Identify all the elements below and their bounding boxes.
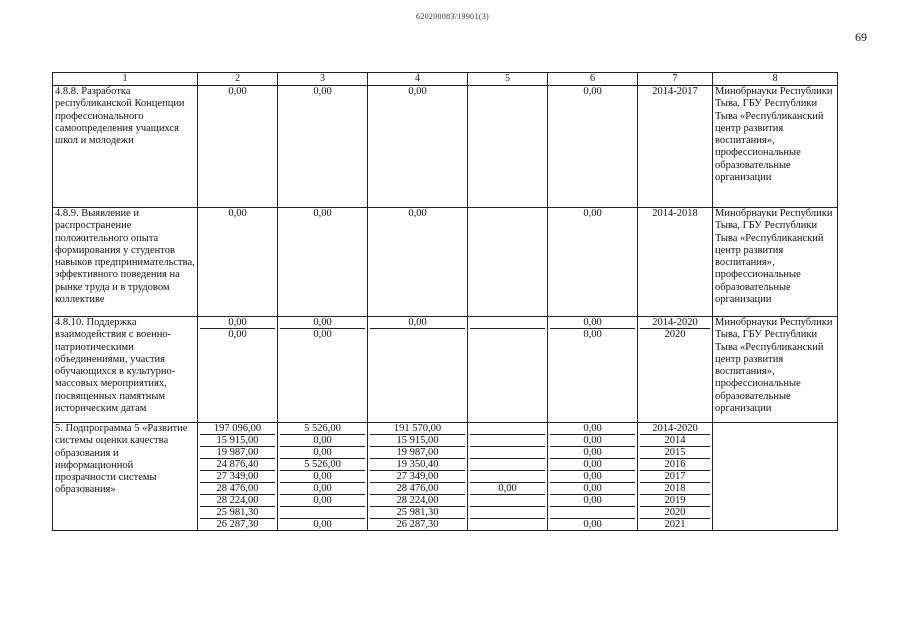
col-header: 1 bbox=[53, 73, 198, 86]
line-value bbox=[280, 507, 365, 519]
line-value: 0,00 bbox=[550, 317, 635, 329]
cell-federal: 0,00 bbox=[278, 208, 368, 317]
line-value bbox=[470, 471, 545, 483]
cell-federal: 0,00 bbox=[278, 86, 368, 208]
line-value: 0,00 bbox=[583, 329, 602, 340]
page-number: 69 bbox=[855, 30, 867, 44]
cell-republic bbox=[368, 317, 468, 423]
cell-period bbox=[638, 317, 713, 423]
measure-name: 5. Подпрограмма 5 «Развитие системы оценки качества образования и информационной прозрачности системы образования» bbox=[53, 423, 198, 531]
line-value: 0,00 bbox=[550, 435, 635, 447]
line-value: 0,00 bbox=[313, 329, 332, 340]
line-value bbox=[470, 329, 545, 340]
line-value bbox=[550, 507, 635, 519]
line-value: 0,00 bbox=[280, 483, 365, 495]
cell-extra bbox=[548, 317, 638, 423]
cell-extra bbox=[548, 423, 638, 531]
cell-local bbox=[468, 317, 548, 423]
line-value: 15 915,00 bbox=[370, 435, 465, 447]
line-value bbox=[470, 519, 545, 530]
line-value: 25 981,30 bbox=[370, 507, 465, 519]
line-value: 24 876,40 bbox=[200, 459, 275, 471]
line-value: 26 287,30 bbox=[396, 519, 439, 530]
line-value: 2019 bbox=[640, 495, 710, 507]
line-value: 0,00 bbox=[280, 447, 365, 459]
col-header: 7 bbox=[638, 73, 713, 86]
line-value: 15 915,00 bbox=[200, 435, 275, 447]
cell-extra: 0,00 bbox=[548, 86, 638, 208]
line-value bbox=[470, 495, 545, 507]
line-value: 2018 bbox=[640, 483, 710, 495]
line-value: 19 350,40 bbox=[370, 459, 465, 471]
line-value: 26 287,30 bbox=[216, 519, 259, 530]
cell-period: 2014-2017 bbox=[638, 86, 713, 208]
col-header: 3 bbox=[278, 73, 368, 86]
line-value bbox=[470, 447, 545, 459]
line-value: 0,00 bbox=[200, 317, 275, 329]
line-value: 0,00 bbox=[228, 329, 247, 340]
cell-federal bbox=[278, 317, 368, 423]
cell-republic: 0,00 bbox=[368, 86, 468, 208]
line-value: 0,00 bbox=[470, 483, 545, 495]
line-value: 5 526,00 bbox=[280, 423, 365, 435]
line-value: 0,00 bbox=[280, 471, 365, 483]
line-value bbox=[470, 423, 545, 435]
line-value: 2017 bbox=[640, 471, 710, 483]
cell-federal bbox=[278, 423, 368, 531]
cell-total: 0,00 bbox=[198, 208, 278, 317]
executor bbox=[713, 423, 838, 531]
line-value bbox=[370, 329, 465, 340]
col-header: 5 bbox=[468, 73, 548, 86]
document-stamp: 620200083/19901(3) bbox=[416, 12, 489, 21]
line-value: 0,00 bbox=[280, 495, 365, 507]
line-value bbox=[470, 459, 545, 471]
line-value: 0,00 bbox=[280, 317, 365, 329]
line-value: 0,00 bbox=[550, 483, 635, 495]
col-header: 8 bbox=[713, 73, 838, 86]
line-value: 19 987,00 bbox=[370, 447, 465, 459]
line-value: 2020 bbox=[640, 507, 710, 519]
line-value: 28 476,00 bbox=[370, 483, 465, 495]
line-value: 0,00 bbox=[550, 423, 635, 435]
line-value: 0,00 bbox=[550, 495, 635, 507]
line-value: 2014-2020 bbox=[640, 423, 710, 435]
line-value: 28 224,00 bbox=[200, 495, 275, 507]
line-value: 27 349,00 bbox=[370, 471, 465, 483]
cell-period bbox=[638, 423, 713, 531]
line-value: 28 224,00 bbox=[370, 495, 465, 507]
line-value: 0,00 bbox=[370, 317, 465, 329]
line-value bbox=[470, 507, 545, 519]
measure-name: 4.8.9. Выявление и распространение положительного опыта формирования у студентов навыков предпринимательства, эффективного поведения на рынке труда и в трудовом коллективе bbox=[53, 208, 198, 317]
col-header: 2 bbox=[198, 73, 278, 86]
table-row bbox=[53, 208, 838, 317]
line-value: 19 987,00 bbox=[200, 447, 275, 459]
line-value: 0,00 bbox=[280, 435, 365, 447]
cell-local bbox=[468, 208, 548, 317]
cell-local bbox=[468, 86, 548, 208]
line-value: 25 981,30 bbox=[200, 507, 275, 519]
line-value: 2020 bbox=[664, 329, 686, 340]
line-value: 0,00 bbox=[313, 519, 332, 530]
cell-republic: 0,00 bbox=[368, 208, 468, 317]
line-value: 0,00 bbox=[583, 519, 602, 530]
table-row bbox=[53, 423, 838, 531]
cell-republic bbox=[368, 423, 468, 531]
cell-period: 2014-2018 bbox=[638, 208, 713, 317]
line-value: 28 476,00 bbox=[200, 483, 275, 495]
cell-local bbox=[468, 423, 548, 531]
header-row bbox=[53, 73, 838, 86]
line-value: 2014 bbox=[640, 435, 710, 447]
executor: Минобрнауки Республики Тыва, ГБУ Республики Тыва «Республиканский центр развития воспитания», профессиональные образовательные организации bbox=[713, 86, 838, 208]
line-value: 191 570,00 bbox=[370, 423, 465, 435]
col-header: 6 bbox=[548, 73, 638, 86]
line-value: 27 349,00 bbox=[200, 471, 275, 483]
line-value bbox=[470, 435, 545, 447]
table-row bbox=[53, 86, 838, 208]
line-value: 2016 bbox=[640, 459, 710, 471]
line-value: 5 526,00 bbox=[280, 459, 365, 471]
line-value: 0,00 bbox=[550, 471, 635, 483]
line-value: 197 096,00 bbox=[200, 423, 275, 435]
cell-total bbox=[198, 423, 278, 531]
col-header: 4 bbox=[368, 73, 468, 86]
measure-name: 4.8.8. Разработка республиканской Концепции профессионального самоопределения учащихся школ и молодежи bbox=[53, 86, 198, 208]
line-value: 2014-2020 bbox=[640, 317, 710, 329]
executor: Минобрнауки Республики Тыва, ГБУ Республики Тыва «Республиканский центр развития воспитания», профессиональные образовательные организации bbox=[713, 208, 838, 317]
line-value: 0,00 bbox=[550, 459, 635, 471]
line-value: 2015 bbox=[640, 447, 710, 459]
executor: Минобрнауки Республики Тыва, ГБУ Республики Тыва «Республиканский центр развития воспитания», профессиональные образовательные организации bbox=[713, 317, 838, 423]
measure-name: 4.8.10. Поддержка взаимодействия с военно-патриотическими объединениями, участия обучающихся в культурно-массовых мероприятиях, посвященных памятным историческим датам bbox=[53, 317, 198, 423]
table-row bbox=[53, 317, 838, 423]
line-value: 2021 bbox=[664, 519, 686, 530]
line-value bbox=[470, 317, 545, 329]
cell-total: 0,00 bbox=[198, 86, 278, 208]
cell-extra: 0,00 bbox=[548, 208, 638, 317]
line-value: 0,00 bbox=[550, 447, 635, 459]
budget-table bbox=[52, 72, 838, 531]
cell-total bbox=[198, 317, 278, 423]
